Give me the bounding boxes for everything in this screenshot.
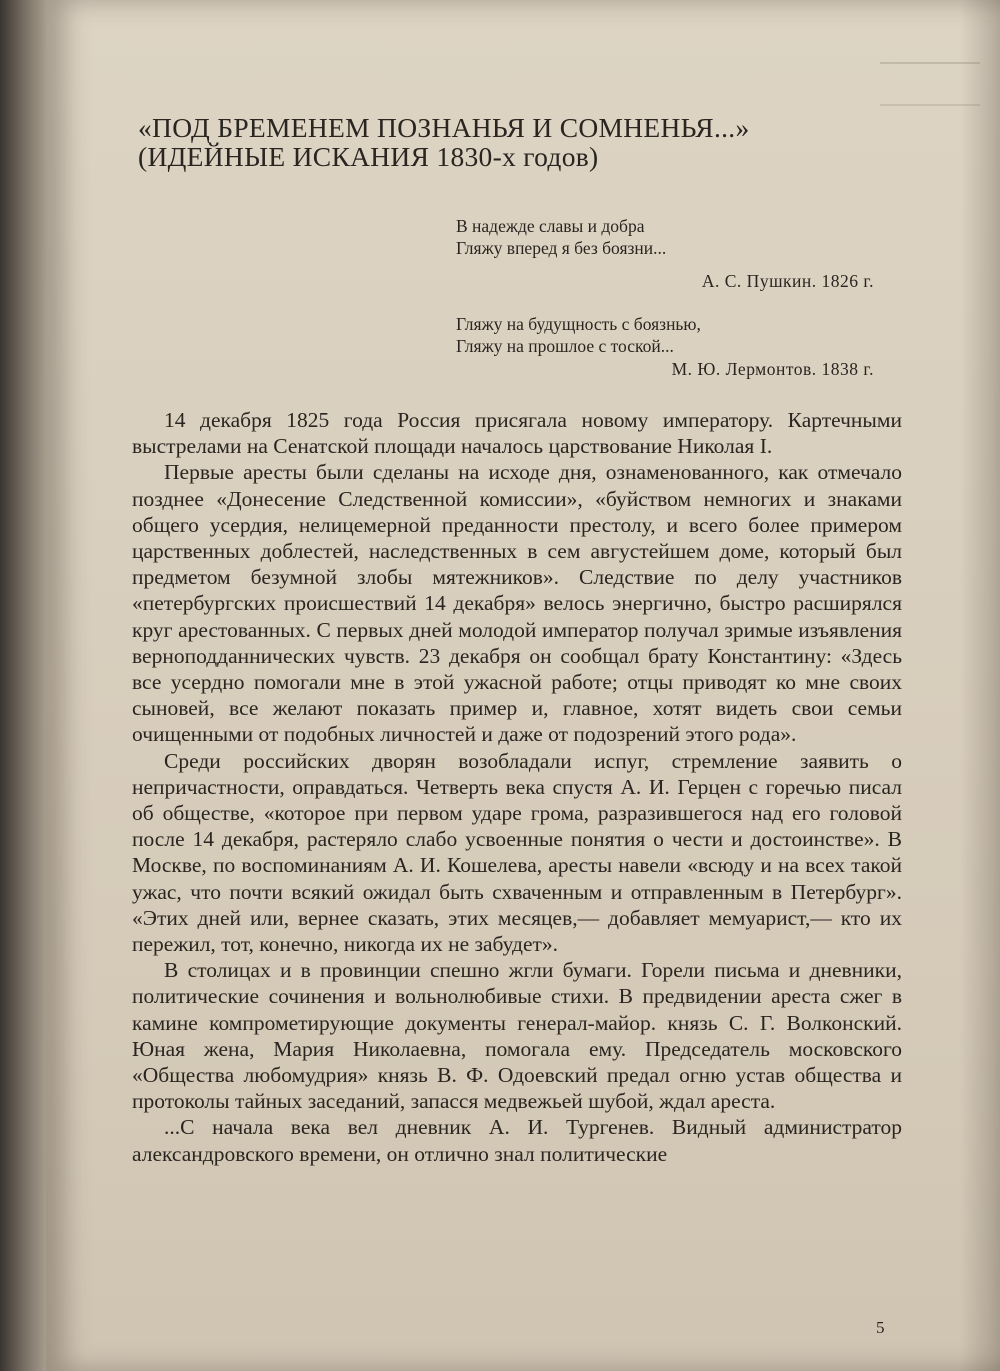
chapter-title-line-2: (ИДЕЙНЫЕ ИСКАНИЯ 1830-х годов) <box>138 141 599 172</box>
paragraph: ...С начала века вел дневник А. И. Тургенев. Видный администратор александровского времени, он отлично знал политические <box>132 1115 902 1166</box>
epigraph-pushkin <box>456 215 896 292</box>
epigraph-line: Гляжу на будущность с боязнью, <box>456 314 701 334</box>
epigraph-line: Гляжу на прошлое с тоской... <box>456 336 674 356</box>
page-number: 5 <box>876 1318 885 1337</box>
paragraph: Первые аресты были сделаны на исходе дня, ознаменованного, как отмечало позднее «Донесение Следственной комиссии», «буйством немногих и знаками общего усердия, нелицемерной преданности престолу, и всего более примером царственных доблестей, наследственных в сем августейшем доме, который был предметом безумной злобы мятежников». Следствие по делу участников «петербургских происшествий 14 декабря» велось энергично, быстро расширялся круг арестованных. С первых дней молодой император получал зримые изъявления верноподданнических чувств. 23 декабря он сообщал брату Константину: «Здесь все усердно помогали мне в этой ужасной работе; отцы приводят ко мне своих сыновей, все желают показать пример и, главное, хотят видеть свои семьи очищенными от подобных личностей и даже от подозрений этого рода». <box>132 460 902 747</box>
body-text <box>132 407 902 1167</box>
chapter-title <box>138 113 878 171</box>
chapter-title-line-1: «ПОД БРЕМЕНЕМ ПОЗНАНЬЯ И СОМНЕНЬЯ...» <box>138 112 750 143</box>
book-gutter <box>0 0 46 1371</box>
epigraph-lermontov <box>456 313 896 380</box>
epigraph-attribution: А. С. Пушкин. 1826 г. <box>701 271 874 291</box>
paragraph: В столицах и в провинции спешно жгли бумаги. Горели письма и дневники, политические сочинения и вольнолюбивые стихи. В предвидении ареста сжег в камине компрометирующие документы генерал-майор. князь С. Г. Волконский. Юная жена, Мария Николаевна, помогала ему. Председатель московского «Общества любомудрия» князь В. Ф. Одоевский предал огню устав общества и протоколы тайных заседаний, запасся медвежьей шубой, ждал ареста. <box>132 958 902 1114</box>
paragraph: Среди российских дворян возобладали испуг, стремление заявить о непричастности, оправдаться. Четверть века спустя А. И. Герцен с горечью писал об обществе, «которое при первом ударе грома, разразившегося над его головой после 14 декабря, растеряло слабо усвоенные понятия о чести и достоинстве». В Москве, по воспоминаниям А. И. Кошелева, аресты навели «всюду и на всех такой ужас, что почти всякий ожидал быть схваченным и отправленным в Петербург». «Этих дней или, вернее сказать, этих месяцев,— добавляет мемуарист,— кто их пережил, тот, конечно, никогда их не забудет». <box>132 748 902 957</box>
epigraph-line: В надежде славы и добра <box>456 216 645 236</box>
paragraph: 14 декабря 1825 года Россия присягала новому императору. Картечными выстрелами на Сенатской площади началось царствование Николая I. <box>132 408 902 459</box>
page-shadow <box>960 0 1000 1371</box>
epigraph-line: Гляжу вперед я без боязни... <box>456 238 667 258</box>
epigraph-attribution: М. Ю. Лермонтов. 1838 г. <box>671 359 874 379</box>
show-through <box>880 62 980 106</box>
